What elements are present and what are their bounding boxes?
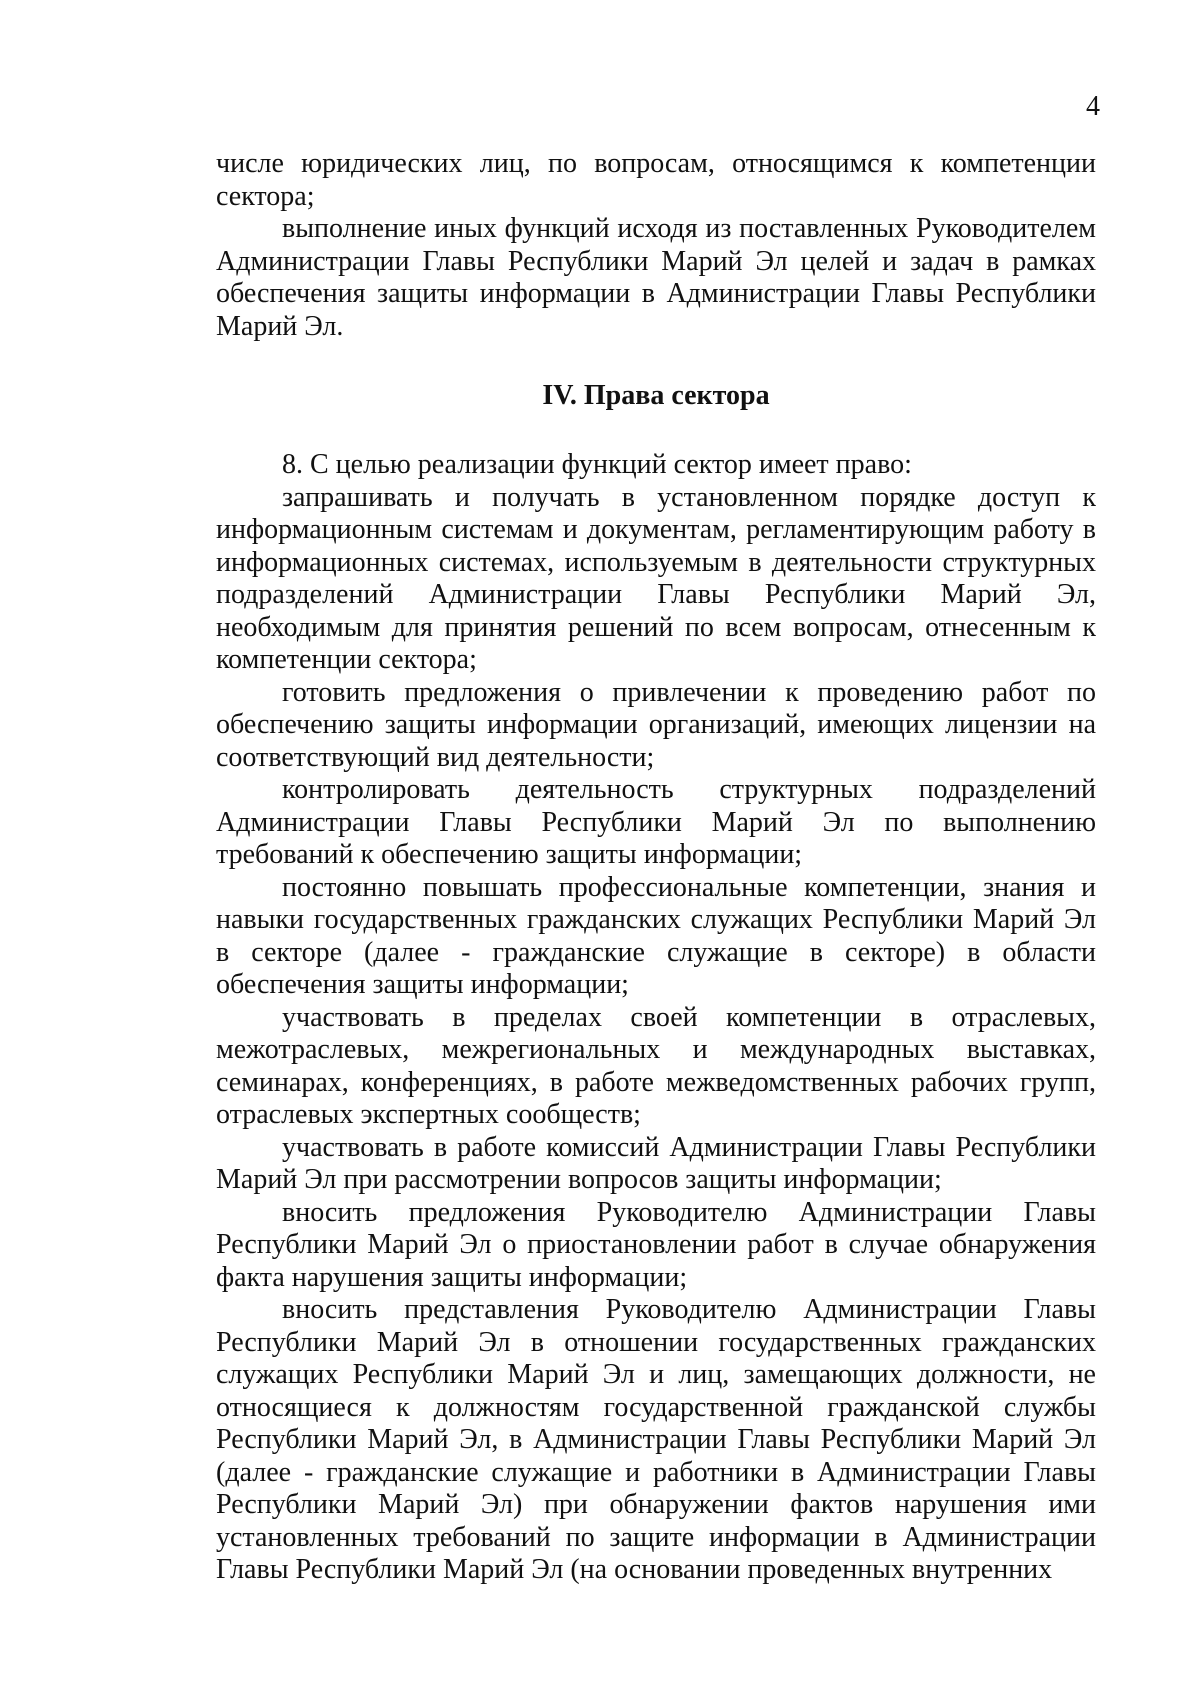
- page-number: 4: [1086, 91, 1100, 122]
- paragraph-right-participate-commissions: участвовать в работе комиссий Администрации Главы Республики Марий Эл при рассмотрении вопросов защиты информации;: [216, 1131, 1096, 1195]
- paragraph-right-submit-representations: вносить представления Руководителю Администрации Главы Республики Марий Эл в отношении государственных гражданских служащих Республики Марий Эл и лиц, замещающих должности, не относящиеся к должностям государственной гражданской службы Республики Марий Эл, в Администрации Главы Республики Марий Эл (далее - гражданские служащие и работники в Администрации Главы Республики Марий Эл) при обнаружении фактов нарушения ими установленных требований по защите информации в Администрации Главы Республики Марий Эл (на основании проведенных внутренних: [216, 1294, 1096, 1585]
- paragraph-continuation: числе юридических лиц, по вопросам, относящимся к компетенции сектора;: [216, 148, 1096, 212]
- paragraph-right-prepare-proposals: готовить предложения о привлечении к проведению работ по обеспечению защиты информации организаций, имеющих лицензии на соответствующий вид деятельности;: [216, 676, 1096, 773]
- paragraph-right-improve-competence: постоянно повышать профессиональные компетенции, знания и навыки государственных гражданских служащих Республики Марий Эл в секторе (далее - гражданские служащие в секторе) в области обеспечения защиты информации;: [216, 871, 1096, 1000]
- paragraph-right-participate-events: участвовать в пределах своей компетенции в отраслевых, межотраслевых, межрегиональных и международных выставках, семинарах, конференциях, в работе межведомственных рабочих групп, отраслевых экспертных сообществ;: [216, 1001, 1096, 1130]
- document-body: [216, 148, 1096, 1587]
- paragraph-right-suspend-works: вносить предложения Руководителю Администрации Главы Республики Марий Эл о приостановлении работ в случае обнаружения факта нарушения защиты информации;: [216, 1196, 1096, 1293]
- paragraph-right-control: контролировать деятельность структурных подразделений Администрации Главы Республики Марий Эл по выполнению требований к обеспечению защиты информации;: [216, 774, 1096, 870]
- paragraph-other-functions: выполнение иных функций исходя из поставленных Руководителем Администрации Главы Республики Марий Эл целей и задач в рамках обеспечения защиты информации в Администрации Главы Республики Марий Эл.: [216, 213, 1096, 342]
- section-heading: IV. Права сектора: [542, 380, 770, 411]
- paragraph-right-request-access: запрашивать и получать в установленном порядке доступ к информационным системам и документам, регламентирующим работу в информационных системах, используемым в деятельности структурных подразделений Администрации Главы Республики Марий Эл, необходимым для принятия решений по всем вопросам, отнесенным к компетенции сектора;: [216, 481, 1096, 675]
- paragraph-rights-intro: 8. С целью реализации функций сектор имеет право:: [282, 449, 912, 480]
